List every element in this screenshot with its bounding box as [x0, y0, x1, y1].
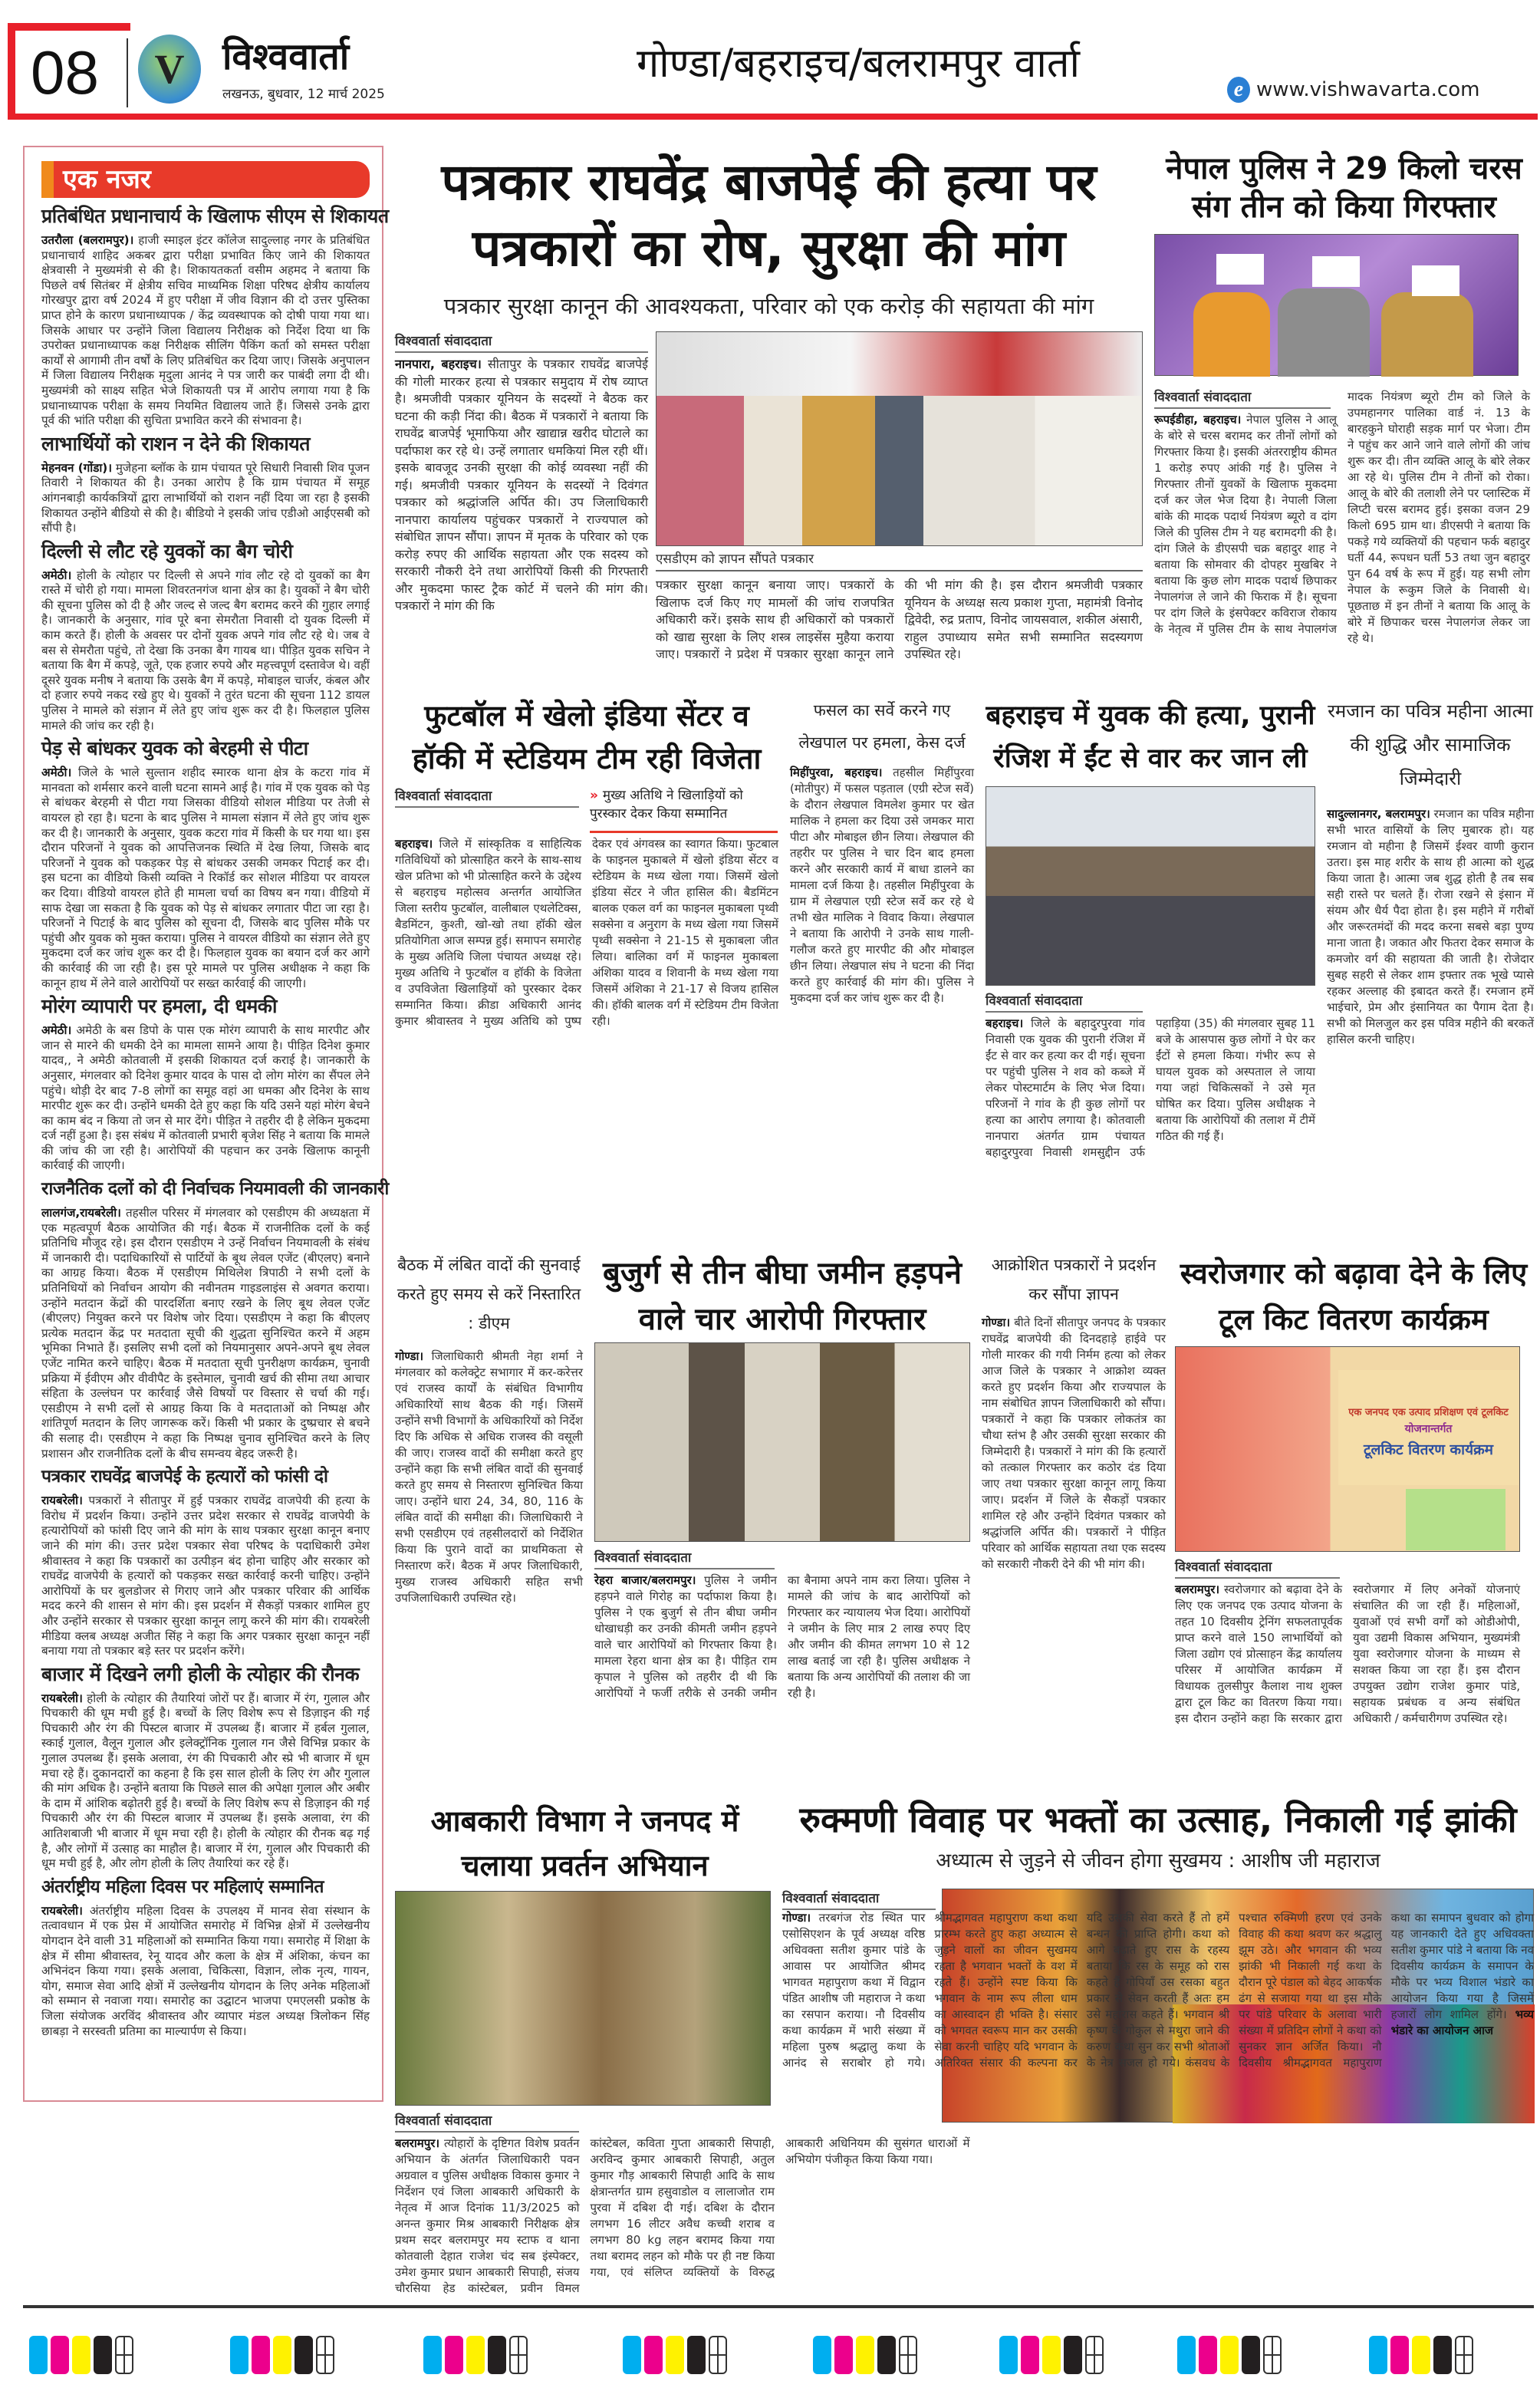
brief-headline: मोरंग व्यापारी पर हमला, दी धमकी — [41, 995, 277, 1018]
registration-mark — [423, 2336, 528, 2374]
blurred-face — [1312, 256, 1360, 287]
blurred-face — [1412, 265, 1459, 296]
pullquote: » मुख्य अतिथि ने खिलाड़ियों को पुरस्कार देकर किया सम्मानित — [590, 786, 778, 833]
excise-story — [395, 2111, 970, 2312]
brief-body: रायबरेली। होली के त्योहार की तैयारियां जोरों पर हैं। बाजार में रंग, गुलाल और पिचकारी की धूम मची हुई है। बच्चों के लिए विशेष रूप से डिज़ाइन की गई पिचकारी और रंग की पिस्टल बाजार में उपलब्ध हैं। बाजार में हर्बल गुलाल, स्काई गुलाल, वैलून गुलाल और इलेक्ट्रॉनिक गुलाल गन जैसे विभिन्न प्रकार के गुलाल उपलब्ध हैं। इसके अलावा, रंग की पिचकारी और स्प्रे भी बाजार में धूम मचा रहे हैं। दुकानदारों का कहना है कि इस साल होली के लिए रंग और गुलाल की मांग अधिक है। उन्होंने बताया कि पिछले साल की अपेक्षा गुलाल और अबीर के दाम में आंशिक बढ़ोतरी हुई है। बच्चों के लिए विशेष रूप से डिज़ाइन की गई पिचकारी और रंग की पिस्टल बाजार में उपलब्ध हैं। इसके अलावा, रंग की आतिशबाजी भी बाजार में धूम मचा रही है। होली के त्योहार की रौनक बढ़ गई है, और लोगों में उत्साह का माहौल है। बाजार में रंग, गुलाल और पिचकारी की धूम मची हुई है, और लोग होली के लिए तैयारियां कर रहे हैं। — [41, 1691, 370, 1871]
brief-headline: दिल्ली से लौट रहे युवकों का बैग चोरी — [41, 539, 293, 562]
byline: विश्ववार्ता संवाददाता — [1175, 1557, 1340, 1579]
article-body: नानपारा, बहराइच। सीतापुर के पत्रकार राघवेंद्र बाजपेई की गोली मारकर हत्या से पत्रकार समुदाय में रोष व्याप्त है। श्रमजीवी पत्रकार यूनियन के सदस्यों ने बैठक कर घटना की कड़ी निंदा की। बैठक में पत्रकारों ने बताया कि राघवेंद्र बाजपेई भूमाफिया और खाद्यान्न खरीद घोटाले का पर्दाफाश कर रहे थे। उन्हें लगातार धमकियां मिल रही थीं। इसके बावजूद उनकी सुरक्षा की कोई व्यवस्था नहीं की गई। श्रमजीवी पत्रकार यूनियन के सदस्यों ने दिवंगत पत्रकार को श्रद्धांजलि अर्पित की। उप जिलाधिकारी नानपारा कार्यालय पहुंचकर पत्रकारों ने राज्यपाल को संबोधित ज्ञापन सौंपा। ज्ञापन में मृतक के परिवार को एक करोड़ रुपए की आर्थिक सहायता और एक सदस्य को सरकारी नौकरी देने तथा आरोपियों किसी की गिरफ्तारी और मुकदमा फास्ट ट्रैक कोर्ट में चलने की मांग की। पत्रकारों ने मांग की कि — [395, 357, 649, 613]
article-body: बलरामपुर। स्वरोजगार को बढ़ावा देने के लिए एक जनपद एक उत्पाद योजना के तहत 10 दिवसीय ट्रेनिंग सफलतापूर्वक प्राप्त करने वाले 150 लाभार्थियों को जिला उद्योग एवं प्रोत्साहन केंद्र कार्यालय परिसर में आयोजित कार्यक्रम में विधायक तुलसीपुर कैलाश नाथ शुक्ल द्वारा टूल किट का वितरण किया गया। इस दौरान उन्होंने कहा कि सरकार द्वारा स्वरोजगार में लिए अनेकों योजनाएं संचालित की जा रही हैं। महिलाओं, युवाओं एवं सभी वर्गों को ओडीओपी, युवा उद्यमी विकास अभियान, मुख्यमंत्री युवा स्वरोजगार योजना के माध्यम से सशक्त किया जा रहा हैं। इस दौरान उपयुक्त उद्योग राजेश कुमार पांडे, सहायक प्रबंधक व अन्य संबंधित अधिकारी / कर्मचारीगण उपस्थित रहे। — [1175, 1583, 1520, 1725]
land-headline: बुजुर्ग से तीन बीघा जमीन हड़पने वाले चार आरोपी गिरफ्तार — [603, 1256, 962, 1337]
lead-story-left-column — [395, 331, 648, 663]
ek-najar-column — [23, 146, 389, 2102]
registration-mark — [813, 2336, 917, 2374]
brief-body: लालगंज,रायबरेली। तहसील परिसर में मंगलवार को एसडीएम की अध्यक्षता में एक महत्वपूर्ण बैठक आयोजित की गई। बैठक में राजनीतिक दलों के कई प्रतिनिधि मौजूद रहे। इस दौरान एसडीएम ने उन्हें निर्वाचन नियमावली के संबंध में जानकारी दी। पदाधिकारियों से पार्टियों के बूथ लेवल एजेंट (बीएलए) बनाने का आग्रह किया। बैठक में एसडीएम मिथिलेश त्रिपाठी ने सभी दलों के प्रतिनिधियों को निर्वाचन आयोग की नवीनतम गाइडलाइंस से अवगत कराया। उन्होंने मतदान केंद्रों की पारदर्शिता बनाए रखने के लिए बूथ लेवल एजेंट (बीएलए) नियुक्त करने पर विशेष जोर दिया। एसडीएम ने कहा कि बीएलए प्रत्येक मतदान केंद्र पर मतदाता सूची की शुद्धता सुनिश्चित करने में अहम भूमिका निभाते हैं। इसलिए सभी दलों को नियमानुसार अपने-अपने बूथ लेवल एजेंट नामित करने चाहिए। बैठक में मतदाता सूची पुनरीक्षण कार्यक्रम, चुनावी प्रक्रिया में ईवीएम और वीवीपैट के इस्तेमाल, चुनावी खर्च की सीमा तथा आचार संहिता के उल्लंघन पर कार्रवाई जैसे विषयों पर विस्तार से चर्चा की गई। एसडीएम ने सभी दलों से आग्रह किया कि वे मतदाताओं को निष्पक्ष और शांतिपूर्ण मतदान के लिए जागरूक करें। किसी भी प्रकार के दुष्प्रचार से बचने की सलाह दी। एसडीएम ने कहा कि निष्पक्ष चुनाव सुनिश्चित करने के लिए प्रशासन और राजनीतिक दलों के बीच समन्वय बेहद जरूरी है। — [41, 1206, 370, 1461]
registration-mark — [623, 2336, 727, 2374]
protest-story — [982, 1250, 1166, 1775]
brief-body: मेहनवन (गोंडा)। मुजेहना ब्लॉक के ग्राम पंचायत पूरे सिधारी निवासी शिव पूजन तिवारी ने शिकायत की है। उनका आरोप है कि ग्राम पंचायत में समूह आंगनबाड़ी कार्यकत्रियों द्वारा लाभार्थियों को राशन नहीं दिया जा रहा है इसकी शिकायत उन्होंने बीडियो से की है। बीडियो ने इसकी जांच एडीओ आईएसबी को सौंपी है। — [41, 460, 370, 535]
protest-headline: आक्रोशित पत्रकारों ने प्रदर्शन कर सौंपा ज्ञापन — [991, 1256, 1157, 1303]
rukmani-subheadline: अध्यात्म से जुड़ने से जीवन होगा सुखमय : आशीष जी महाराज — [936, 1849, 1380, 1872]
brief — [41, 539, 370, 734]
brief-headline: लाभार्थियों को राशन न देने की शिकायत — [41, 432, 310, 455]
registration-mark — [29, 2336, 133, 2374]
fasal-story — [790, 694, 974, 1240]
newspaper-logo-icon: V — [138, 35, 201, 104]
brief-headline: पत्रकार राघवेंद्र बाजपेई के हत्यारों को फांसी दो — [41, 1467, 328, 1487]
article-body: रेहरा बाजार/बलरामपुर। पुलिस ने जमीन हड़पने वाले गिरोह का पर्दाफाश किया है। पुलिस ने एक बुजुर्ग से तीन बीघा जमीन धोखाधड़ी कर उनकी कीमती जमीन हड़पने वाले चार आरोपियों को गिरफ्तार किया है। मामला रेहरा थाना क्षेत्र का है। पीड़ित राम कृपाल ने पुलिस को तहरीर दी थी कि आरोपियों ने फर्जी तरीके से उनकी जमीन का बैनामा अपने नाम करा लिया। पुलिस ने मामले की जांच के बाद आरोपियों को गिरफ्तार कर न्यायालय भेज दिया। आरोपियों ने जमीन के लिए मात्र 2 लाख रुपए दिए और जमीन की कीमत लगभग 10 से 12 लाख बताई जा रही है। पुलिस अधीक्षक ने बताया कि अन्य आरोपियों की तलाश की जा रही है। — [594, 1573, 970, 1700]
article-body: रूपईडीहा, बहराइच। नेपाल पुलिस ने आलू के बोरे से चरस बरामद कर तीनों लोगों को गिरफ्तार किया है। इसकी अंतरराष्ट्रीय कीमत 1 करोड़ रुपए आंकी गई है। पुलिस ने गिरफ्तार तीनों युवकों के खिलाफ मुकदमा दर्ज कर जेल भेज दिया है। नेपाली जिला बांके की मादक पदार्थ नियंत्रण ब्यूरो व दांग जिले की पुलिस टीम ने यह बरामदगी की है। दांग जिले के डीएसपी चक्र बहादुर शाह ने बताया कि सोमवार की दोपहर मुखबिर ने बताया कि कुछ लोग मादक पदार्थ छिपाकर नेपालगंज ले जाने की फिराक में है। सूचना पर दांग जिले के इंसपेक्टर कविराज रोकाय के नेतृत्व में पुलिस टीम के साथ नेपालगंज मादक नियंत्रण ब्यूरो टीम को जिले के उपमहानगर पालिका वार्ड नं. 13 के बारहकुने घोराही सड़क मार्ग पर भेजा। टीम ने पहुंच कर आने जाने वाले लोगों की जांच शुरू कर दी। तीन व्यक्ति आलू के बोरे लेकर आ रहे थे। पुलिस टीम ने तीनों को रोका। आलू के बोरे की तलाशी लेने पर प्लास्टिक में लिप्टी चरस बरामद हुई। इसका वजन 29 किलो 695 ग्राम था। डीएसपी ने बताया कि पकड़े गये व्यक्तियों की पहचान फर्क बहादुर घर्ती 44, रूपधन घर्ती 53 तथा जुन बहादुर पुन 64 वर्ष के रूप में हुई। यह सभी लोग नेपाल के रूकुम जिले के निवासी थे। पूछताछ में इन तीनों ने बताया कि आलू के बोरे में छिपाकर चरस नेपालगंज लेकर जा रहे थे। — [1154, 390, 1530, 645]
dm-story — [395, 1250, 583, 1778]
byline: विश्ववार्ता संवाददाता — [1154, 387, 1331, 409]
article-body: मिहींपुरवा, बहराइच। तहसील मिहींपुरवा (मोतीपुर) में फसल पड़ताल (एग्री स्टेज सर्वे) के दौरान लेखपाल विमलेश कुमार पर खेत मालिक ने हमला कर दिया उसे जमकर मारा पीटा और मोबाइल छीन लिया। लेखपाल की तहरीर पर पुलिस ने चार दिन बाद हमला करने और सरकारी कार्य में बाधा डालने का मामला दर्ज किया है। तहसील मिहींपुरवा के ग्राम में लेखपाल एग्री स्टेज सर्वे कर रहे थे तभी खेत मालिक ने विवाद किया। लेखपाल ने बताया कि आरोपी ने उनके साथ गाली-गलौज करते हुए मारपीट की और मोबाइल छीन लिया। लेखपाल संघ ने घटना की निंदा करते हुए कार्रवाई की मांग की। पुलिस ने मुकदमा दर्ज कर जांच शुरू कर दी है। — [790, 766, 974, 1005]
masthead-accent-bar — [8, 23, 15, 119]
edition-dateline: लखनऊ, बुधवार, 12 मार्च 2025 — [222, 87, 385, 102]
ramzan-story — [1327, 694, 1534, 1251]
blurred-face — [1216, 254, 1264, 285]
byline: विश्ववार्ता संवाददाता — [395, 2111, 579, 2133]
brief — [41, 994, 370, 1174]
byline: विश्ववार्ता संवाददाता — [395, 331, 648, 353]
lead-story — [395, 150, 1143, 321]
footer-rule — [23, 2305, 1534, 2308]
murder-story — [986, 991, 1315, 1238]
ek-najar-label: एक नजर — [41, 161, 370, 198]
brief-body: अमेठी। जिले के भाले सुल्तान शहीद स्मारक थाना क्षेत्र के कटरा गांव में मानवता को शर्मसार करने वाली घटना सामने आई है। गांव में एक युवक को पेड़ से बांधकर बेरहमी से पीटा गया जिसका वीडियो सोशल मीडिया पर तेजी से वायरल हो रहा है। घटना के बाद पुलिस ने मामला संज्ञान में लेते हुए जांच शुरू कर दी है। जानकारी के अनुसार, युवक कटरा गांव में किसी के घर गया था। इस दौरान परिजनों ने युवक को आपत्तिजनक स्थिति में देख लिया, जिसके बाद परिजनों ने युवक को पकड़कर पेड़ से बांधकर उसकी जमकर पिटाई कर दी। इस घटना का वीडियो किसी व्यक्ति ने रिकॉर्ड कर सोशल मीडिया पर वायरल कर दिया। वीडियो वायरल होते ही मामला चर्चा का विषय बन गया। वीडियो में साफ देखा जा सकता है कि युवक को पेड़ से बांधकर लगातार पीटा जा रहा है। परिजनों ने पिटाई के बाद पुलिस को सूचना दी, जिसके बाद पुलिस मौके पर पहुंची और युवक को मुक्त कराया। पुलिस ने वायरल वीडियो का संज्ञान लेते हुए मुकदमा दर्ज कर जांच शुरू कर दी है। फिलहाल युवक का बयान दर्ज कर आगे की कार्रवाई की जा रही है। इस पूरे मामले पर पुलिस अधीक्षक ने कहा कि कानून हाथ में लेने वाले आरोपियों पर सख्त कार्रवाई की जाएगी। — [41, 766, 370, 990]
byline: विश्ववार्ता संवाददाता — [395, 786, 579, 808]
brief-body: उतरौला (बलरामपुर)। हाजी स्माइल इंटर कॉलेज सादुल्लाह नगर के प्रतिबंधित प्रधानाचार्य शाहिद अकबर द्वारा परीक्षा प्रभावित किए जाने की शिकायत क्षेत्रवासी ने मुख्यमंत्री से की है। शिकायतकर्ता वसीम अहमद ने बताया कि पिछले वर्ष सितंबर में क्षेत्रीय सचिव माध्यमिक शिक्षा परिषद क्षेत्रीय कार्यालय गोरखपुर द्वारा वर्ष 2024 में हुए परीक्षा में जीव विज्ञान की दो उत्तर पुस्तिका प्राप्त होने के कारण प्रधानाध्यापक / केंद्र व्यवस्थापक को दोषी पाया गया था। जिसके आधार पर उन्होंने जिला विद्यालय निरीक्षक को निर्देश दिया था कि उपरोक्त प्रधानाध्यापक कक्ष निरीक्षक सीलिंग पैकिंग कर्ता को समस्त परीक्षा कार्यों से आगामी तीन वर्षों के लिए प्रतिबंधित कर दिया जाए। जिसके अनुपालन में जिला विद्यालय निरीक्षक मृदुला आनंद ने पत्र जारी कर पाबंदी लगा दी थी। मुख्यमंत्री को साक्ष्य सहित भेजे शिकायती पत्र में आरोप लगाया गया है कि प्रधानाध्यापक परीक्षा के समय नियमित विद्यालय जाते हैं। जिससे उनके द्वारा पूर्व की भांति परीक्षा की सुचिता प्रभावित करने की संभावना है। — [41, 233, 370, 428]
dm-headline: बैठक में लंबित वादों की सुनवाई करते हुए समय से करें निस्तारित : डीएम — [397, 1256, 581, 1332]
excise-headline: आबकारी विभाग ने जनपद में चलाया प्रवर्तन अभियान — [430, 1804, 739, 1882]
page-number: 08 — [31, 38, 99, 107]
brief-body: रायबरेली। पत्रकारों ने सीतापुर में हुई पत्रकार राघवेंद्र वाजपेयी की हत्या के विरोध में प्रदर्शन किया। उन्होंने उत्तर प्रदेश सरकार से राघवेंद्र वाजपेयी के हत्यारोपियों को फांसी दिए जाने की मांग के साथ पत्रकार सुरक्षा कानून बनाए जाने की मांग की। उत्तर प्रदेश पत्रकार सेवा परिषद के पदाधिकारी उमेश श्रीवास्तव ने कहा कि पत्रकारों का उत्पीड़न बंद होना चाहिए और सरकार को राघवेंद्र वाजपेयी के हत्यारों को पकड़कर सख्त कार्रवाई करनी चाहिए। उन्होंने आरोपियों के घर बुलडोजर से गिराए जाने और पत्रकार परिवार की आर्थिक मदद करने की शासन से मांग की। इस प्रदर्शन में सैकड़ों पत्रकार शामिल हुए और उन्होंने सरकार से पत्रकार सुरक्षा कानून लागू करने की मांग की। रायबरेली मीडिया क्लब अध्यक्ष अजीत सिंह ने कहा कि अगर पत्रकार सुरक्षा कानून नहीं बनाया गया तो पत्रकार बड़े स्तर पर प्रदर्शन करेंगे। — [41, 1494, 370, 1658]
brief-body: रायबरेली। अंतर्राष्ट्रीय महिला दिवस के उपलक्ष्य में मानव सेवा संस्थान के तत्वावधान में एक प्रेस में आयोजित समारोह में विभिन्न क्षेत्रों में उल्लेखनीय योगदान देने वाली 31 महिलाओं को सम्मानित किया गया। समारोह में शिक्षा के क्षेत्र में सीमा श्रीवास्तव, रेनू यादव और कला के क्षेत्र में अंशिका, कंचन का अभिनंदन किया गया। इसके अलावा, चिकित्सा, विज्ञान, लोक नृत्य, गायन, योग, समाज सेवा आदि क्षेत्रों में उल्लेखनीय योगदान के लिए अनेक महिलाओं को सम्मान से नवाजा गया। समारोह का उद्घाटन भाजपा एमएलसी प्रकोष्ठ के जिला संयोजक अरविंद श्रीवास्तव और व्यापार मंडल अध्यक्ष त्रिलोकन सिंह छाबड़ा ने सरस्वती प्रतिमा का माल्यार्पण से किया। — [41, 1903, 370, 2038]
masthead-accent-bar — [8, 23, 130, 31]
brief — [41, 1875, 370, 2039]
toolkit-photo — [1175, 1346, 1520, 1552]
registration-mark — [999, 2336, 1104, 2374]
masthead-rule — [8, 114, 1538, 120]
registration-mark — [1177, 2336, 1282, 2374]
browser-icon: e — [1227, 77, 1250, 103]
byline: विश्ववार्ता संवाददाता — [594, 1548, 775, 1569]
article-body: गोण्डा। जिलाधिकारी श्रीमती नेहा शर्मा ने मंगलवार को कलेक्ट्रेट सभागार में कर-करेत्तर एवं राजस्व कार्यों के संबंधित विभागीय अधिकारियों साथ बैठक की गई। जिसमें उन्होंने सभी विभागों के अधिकारियों को निर्देश दिए कि अधिक से अधिक राजस्व की वसूली की जाए। राजस्व वादों की समीक्षा करते हुए उन्होंने कहा कि सभी लंबित वादों की सुनवाई करते हुए समय से निस्तारण सुनिश्चित किया जाए। उन्होंने धारा 24, 34, 80, 116 के लंबित वादों की समीक्षा की। जिलाधिकारी ने सभी एसडीएम एवं तहसीलदारों को निर्देशित किया कि पुराने वादों का प्राथमिकता से निस्तारण करें। बैठक में अपर जिलाधिकारी, मुख्य राजस्व अधिकारी सहित सभी उपजिलाधिकारी उपस्थित रहे। — [395, 1349, 583, 1605]
nepal-headline: नेपाल पुलिस ने 29 किलो चरस संग तीन को किया गिरफ्तार — [1166, 151, 1522, 225]
excise-photo — [395, 1891, 771, 2106]
brief-body: अमेठी। होली के त्योहार पर दिल्ली से अपने गांव लौट रहे दो युवकों का बैग रास्ते में चोरी हो गया। मामला शिवरतनगंज थाना क्षेत्र का है। युवकों ने बैग चोरी की सूचना पुलिस को दी है और जल्द से जल्द बैग बरामद करने की गुहार लगाई है। जानकारी के अनुसार, गांव पूरे बना सेमरौता निवासी दो युवक दिल्ली में काम करते हैं। होली के अवसर पर दोनों युवक अपने गांव लौट रहे थे। जब वे बस से सेमरौता पहुंचे, तो देखा कि उनका बैग गायब था। पीड़ित युवक सचिन ने बताया कि बैग में कपड़े, जूते, एक हजार रुपये और महत्त्वपूर्ण दस्तावेज थे। वहीं दूसरे युवक मनीष ने बताया कि उसके बैग में कपड़े, मोबाइल चार्जर, कंबल और दो हजार रुपये नकद रखे हुए थे। युवकों ने तुरंत घटना की सूचना 112 डायल पुलिस ने मामले को संज्ञान में लेते हुए जांच शुरू कर दी है। फिलहाल पुलिस मामले की जांच कर रही है। — [41, 568, 370, 733]
football-headline: फुटबॉल में खेलो इंडिया सेंटर व हॉकी में स्टेडियम टीम रही विजेता — [412, 699, 762, 776]
brief-headline: अंतर्राष्ट्रीय महिला दिवस पर महिलाएं सम्मानित — [41, 1876, 324, 1897]
section-title: गोण्डा/बहराइच/बलरामपुर वार्ता — [637, 41, 1080, 87]
football-story — [395, 786, 778, 1273]
brief-headline: पेड़ से बांधकर युवक को बेरहमी से पीटा — [41, 737, 308, 760]
brief — [41, 1662, 370, 1872]
brief — [41, 432, 370, 536]
brief-headline: प्रतिबंधित प्रधानाचार्य के खिलाफ सीएम से शिकायत — [41, 205, 389, 227]
brief — [41, 204, 389, 429]
inline-subhead: भव्य भंडारे का आयोजन आज — [1390, 2007, 1534, 2037]
newspaper-brand: विश्ववार्ता — [222, 35, 350, 78]
land-photo — [594, 1342, 970, 1542]
murder-photo — [986, 786, 1315, 986]
lead-headline: पत्रकार राघवेंद्र बाजपेई की हत्या पर पत्रकारों का रोष, सुरक्षा की मांग — [441, 153, 1097, 278]
article-body: बलरामपुर। त्योहारों के दृष्टिगत विशेष प्रवर्तन अभियान के अंतर्गत जिलाधिकारी पवन अग्रवाल व पुलिस अधीक्षक विकास कुमार ने निर्देशन एवं जिला आबकारी अधिकारी के नेतृत्व में आज दिनांक 11/3/2025 को अनन्त कुमार मिश्र आबकारी निरीक्षक क्षेत्र प्रथम सदर बलरामपुर मय स्टाफ व थाना कोतवाली देहात राजेश चंद सब इंस्पेक्टर, उमेश कुमार प्रधान आबकारी सिपाही, संजय चौरसिया हेड कांस्टेबल, प्रवीन विमल कांस्टेबल, कविता गुप्ता आबकारी सिपाही, अरविन्द कुमार आबकारी सिपाही, अतुल कुमार गौड़ आबकारी सिपाही आदि के साथ क्षेत्रान्तर्गत ग्राम हसुवाडोल व लालाजोत राम पुरवा में दबिश दी गई। दबिश के दौरान लगभग 16 लीटर अवैध कच्ची शराब व लगभग 80 kg लहन बरामद किया गया तथा बरामद लहन को मौके पर ही नष्ट किया गया, एवं संलिप्त व्यक्तियों के विरुद्ध आबकारी अधिनियम की सुसंगत धाराओं में अभियोग पंजीकृत किया किया गया। — [395, 2136, 970, 2295]
brief-body: अमेठी। अमेठी के बस डिपो के पास एक मोरंग व्यापारी के साथ मारपीट और जान से मारने की धमकी देने का मामला सामने आया है। पीड़ित दिनेश कुमार यादव,, ने अमेठी कोतवाली में इसकी शिकायत दर्ज कराई है। जानकारी के अनुसार, मंगलवार को दिनेश कुमार यादव के पास दो लोग मोरंग का सैंपल लेने पहुंचे। थोड़ी देर बाद 7-8 लोगों का समूह वहां आ धमका और दिनेश के साथ मारपीट शुरू कर दी। उन्होंने धमकी देते हुए कहा कि यदि उसने यहां मोरंग बेचने का काम बंद न किया तो जन से मार देंगे। पीड़ित ने तहरीर दी है लेकिन मुकदमा दर्ज नहीं हुआ है। इस संबंध में कोतवाली प्रभारी बृजेश सिंह ने बताया कि मामले की जांच की जा रही है। आरोपियों की पहचान कर उनके खिलाफ कानूनी कार्रवाई की जाएगी। — [41, 1023, 370, 1173]
article-body: बहराइच। जिले के बहादुरपुरवा गांव निवासी एक युवक की पुरानी रंजिश में ईंट से वार कर हत्या कर दी गई। सूचना पर पहुंची पुलिस ने शव को कब्जे में लेकर पोस्टमार्टम के लिए भेज दिया। परिजनों ने गांव के ही कुछ लोगों पर हत्या का आरोप लगाया है। कोतवाली नानपारा अंतर्गत ग्राम पंचायत बहादुरपुरवा निवासी शमसुद्दीन उर्फ पहाड़िया (35) की मंगलवार सुबह 11 बजे के आसपास कुछ लोगों ने घेर कर ईंटों से हमला किया। गंभीर रूप से घायल युवक को अस्पताल ले जाया गया जहां चिकित्सकों ने उसे मृत घोषित कर दिया। पुलिस अधीक्षक ने बताया कि आरोपियों की तलाश में टीमें गठित की गई हैं। — [986, 1016, 1315, 1159]
fasal-headline: फसल का सर्वे करने गए लेखपाल पर हमला, केस दर्ज — [798, 701, 966, 752]
ramzan-headline: रमजान का पवित्र महीना आत्मा की शुद्धि और सामाजिक जिम्मेदारी — [1328, 700, 1533, 789]
brief — [41, 736, 370, 991]
land-story — [594, 1548, 970, 1787]
lead-photo-caption: एसडीएम को ज्ञापन सौंपते पत्रकार — [656, 549, 1143, 571]
rukmani-headline: रुक्मणी विवाह पर भक्तों का उत्साह, निकाली गई झांकी — [799, 1799, 1517, 1840]
divider — [127, 38, 128, 107]
brief-headline: राजनैतिक दलों को दी निर्वाचक नियमावली की जानकारी — [41, 1179, 389, 1200]
brief-headline: बाजार में दिखने लगी होली के त्योहार की रौनक — [41, 1662, 360, 1685]
nepal-photo — [1154, 234, 1519, 376]
website-url: www.vishwavarta.com — [1256, 78, 1480, 101]
article-body: बहराइच। जिले में सांस्कृतिक व साहित्यिक गतिविधियों को प्रोत्साहित करने के साथ-साथ खेल प्रतिभा को भी प्रोत्साहित करने के उद्देश्य से बहराइच महोत्सव अन्तर्गत आयोजित जिला स्तरीय फुटबॉल, वालीबाल एथलेटिक्स, बैडमिंटन, कुश्ती, खो-खो तथा हॉकी खेल प्रतियोगिता आज सम्पन्न हुई। समापन समारोह के मुख्य अतिथि जिला पंचायत अध्यक्ष रहे। मुख्य अतिथि ने फुटबॉल व हॉकी के विजेता व उपविजेता खिलाड़ियों को पुरस्कार देकर सम्मानित किया। क्रीडा अधिकारी आनंद कुमार श्रीवास्तव ने मुख्य अतिथि को पुष्प देकर एवं अंगवस्त्र का स्वागत किया। फुटबाल के फाइनल मुकाबले में खेलो इंडिया सेंटर व स्टेडियम के मध्य खेला गया। जिसमें खेलो इंडिया सेंटर ने जीत हासिल की। बैडमिंटन बालक एकल वर्ग का फाइनल मुकाबला पृथ्वी सक्सेना व अनुराग के मध्य खेला गया जिसमें पृथ्वी सक्सेना ने 21-15 से मुकाबला जीत लिया। बालिका वर्ग में फाइनल मुकाबला अंशिका यादव व शिवानी के मध्य खेला गया जिसमें अंशिका ने 21-17 से विजय हासिल की। हॉकी बालक वर्ग में स्टेडियम टीम विजेता रही। — [395, 837, 778, 1028]
nepal-story — [1154, 387, 1530, 680]
brief — [41, 1464, 370, 1659]
byline: विश्ववार्ता संवाददाता — [986, 991, 1143, 1013]
article-body: सादुल्लानगर, बलरामपुर। रमजान का पवित्र महीना सभी भारत वासियों के लिए मुबारक हो। यह रमजान वो महीना है जिसमें ईश्वर वाणी कुरान उतरा। इस माह शरीर के साथ ही आत्मा को शुद्ध किया जाता है। आत्मा जब शुद्ध होती है तब सब सही रास्ते पर चलते हैं। रोजा रखने से इंसान में संयम और धैर्य पैदा होता है। इस महीने में गरीबों और जरूरतमंदों की मदद करना सबसे बड़ा पुण्य माना जाता है। जकात और फितरा देकर समाज के कमजोर वर्ग की सहायता की जाती है। रोजेदार सुबह सहरी से लेकर शाम इफ्तार तक भूखे प्यासे रहकर अल्लाह की इबादत करते हैं। रमजान हमें भाईचारे, प्रेम और इंसानियत का पैगाम देता है। सभी को मिलजुल कर इस पवित्र महीने की बरकतें हासिल करनी चाहिए। — [1327, 807, 1534, 1046]
brief — [41, 1177, 389, 1461]
toolkit-story — [1175, 1557, 1520, 1781]
toolkit-headline: स्वरोजगार को बढ़ावा देने के लिए टूल किट वितरण कार्यक्रम — [1180, 1256, 1528, 1336]
article-body: पत्रकार सुरक्षा कानून बनाया जाए। पत्रकारों के खिलाफ दर्ज किए गए मामलों की जांच राजपत्रित अधिकारी करें। इसके साथ ही अधिकारों को पत्रकारों को खाद्य सुरक्षा के लिए शस्त्र लाइसेंस मुहैया कराया जाए। पत्रकारों ने प्रदेश में पत्रकार सुरक्षा कानून लाने की भी मांग की है। इस दौरान श्रमजीवी पत्रकार यूनियन के अध्यक्ष सत्य प्रकाश गुप्ता, महामंत्री विनोद द्विवेदी, रुद्र प्रताप, विनोद जायसवाल, शकील अंसारी, राहुल उपाध्याय समेत सभी सम्मानित सदस्यगण उपस्थित रहे। — [656, 578, 1143, 661]
article-body: गोण्डा। बीते दिनों सीतापुर जनपद के पत्रकार राघवेंद्र बाजपेयी की दिनदहाड़े हाईवे पर गोली मारकर की गयी निर्मम हत्या को लेकर आज जिले के पत्रकार ने आक्रोश व्यक्त करते हुए प्रदर्शन किया और राज्यपाल के नाम संबोधित ज्ञापन जिलाधिकारी को सौंपा। पत्रकारों ने कहा कि पत्रकार लोकतंत्र का चौथा स्तंभ है और उसकी सुरक्षा सरकार की जिम्मेदारी है। पत्रकारों ने मांग की कि हत्यारों को तत्काल गिरफ्तार कर कठोर दंड दिया जाए तथा पत्रकार सुरक्षा कानून लागू किया जाए। प्रदर्शन में जिले के सैकड़ों पत्रकार शामिल रहे और उन्होंने दिवंगत पत्रकार को श्रद्धांजलि अर्पित की। पत्रकारों ने पीड़ित परिवार को आर्थिक सहायता तथा एक सदस्य को सरकारी नौकरी देने की भी मांग की। — [982, 1316, 1166, 1571]
lead-subheadline: पत्रकार सुरक्षा कानून की आवश्यकता, परिवार को एक करोड़ की सहायता की मांग — [443, 293, 1094, 319]
murder-headline: बहराइच में युवक की हत्या, पुरानी रंजिश में ईंट से वार कर जान ली — [986, 700, 1315, 774]
registration-mark — [230, 2336, 334, 2374]
registration-mark — [1369, 2336, 1473, 2374]
article-body: गोण्डा। तरबगंज रोड स्थित पार एसोसिएशन के पूर्व अध्यक्ष वरिष्ठ अधिवक्ता सतीश कुमार पांडे के आवास पर आयोजित श्रीमद भागवत महापुराण कथा में विद्वान पंडित आशीष जी महाराज ने कथा का रसपान कराया। नौ दिवसीय कथा कार्यक्रम में भारी संख्या में महिला पुरुष श्रद्धालु कथा के आनंद से सराबोर हो गये। श्रीमद्भागवत महापुराण कथा कथा प्रारम्भ करते हुए कहा अध्यात्म से जुड़ने वालों का जीवन सुखमय रहता है भगवान भक्तों के वश में रहते हैं। उन्होंने स्पष्ट किया कि भगवान के नाम रूप लीला धाम का आस्वादन ही भक्ति है। संसार को भगवत स्वरूप मान कर उसकी सेवा करनी चाहिए यदि भगवान के अतिरिक्त संसार की कल्पना कर यदि उसकी सेवा करते हैं तो हमें बन्धन की प्राप्ति होगी। कथा को आगे बढ़ाते हुए रास के रहस्य बताया कि रस के समूह को रास कहते हैं गोपियाँ उस रसका बहुत प्रकार से सेवन करती हैं अतः हम उसे महारास कहते हैं। भगवान श्री कृष्ण के गोकुल से मथुरा जाने की करुण कथा सुन कर सभी श्रोताओं के नेत्र सजल हो गये। कंसवध के पश्चात रुक्मिणी हरण एवं उनके विवाह की कथा श्रवण कर श्रद्धालु झूम उठे। और भगवान की भव्य झांकी भी निकाली गई कथा के दौरान पूरे पंडाल को बेहद आकर्षक ढंग से सजाया गया था इस मौके पर पांडे परिवार के अलावा भारी संख्या में प्रतिदिन लोगों ने कथा को सुनकर ज्ञान अर्जित किया। नौ दिवसीय श्रीमद्भागवत महापुराण कथा का समापन बुधवार को होगा यह जानकारी देते हुए अधिवक्ता सतीश कुमार पांडे ने बताया कि नव दिवसीय कार्यक्रम के समापन के मौके पर भव्य विशाल भंडारे का आयोजन किया गया है जिसमें हजारों लोग शामिल होंगे। भव्य भंडारे का आयोजन आज — [782, 1911, 1534, 2070]
byline: विश्ववार्ता संवाददाता — [782, 1889, 936, 1910]
website-link[interactable] — [1227, 77, 1479, 103]
lead-photo — [656, 331, 1143, 546]
event-banner: एक जनपद एक उत्पाद प्रशिक्षण एवं टूलकिट योजनान्तर्गत टूलकिट वितरण कार्यक्रम — [1338, 1370, 1519, 1485]
